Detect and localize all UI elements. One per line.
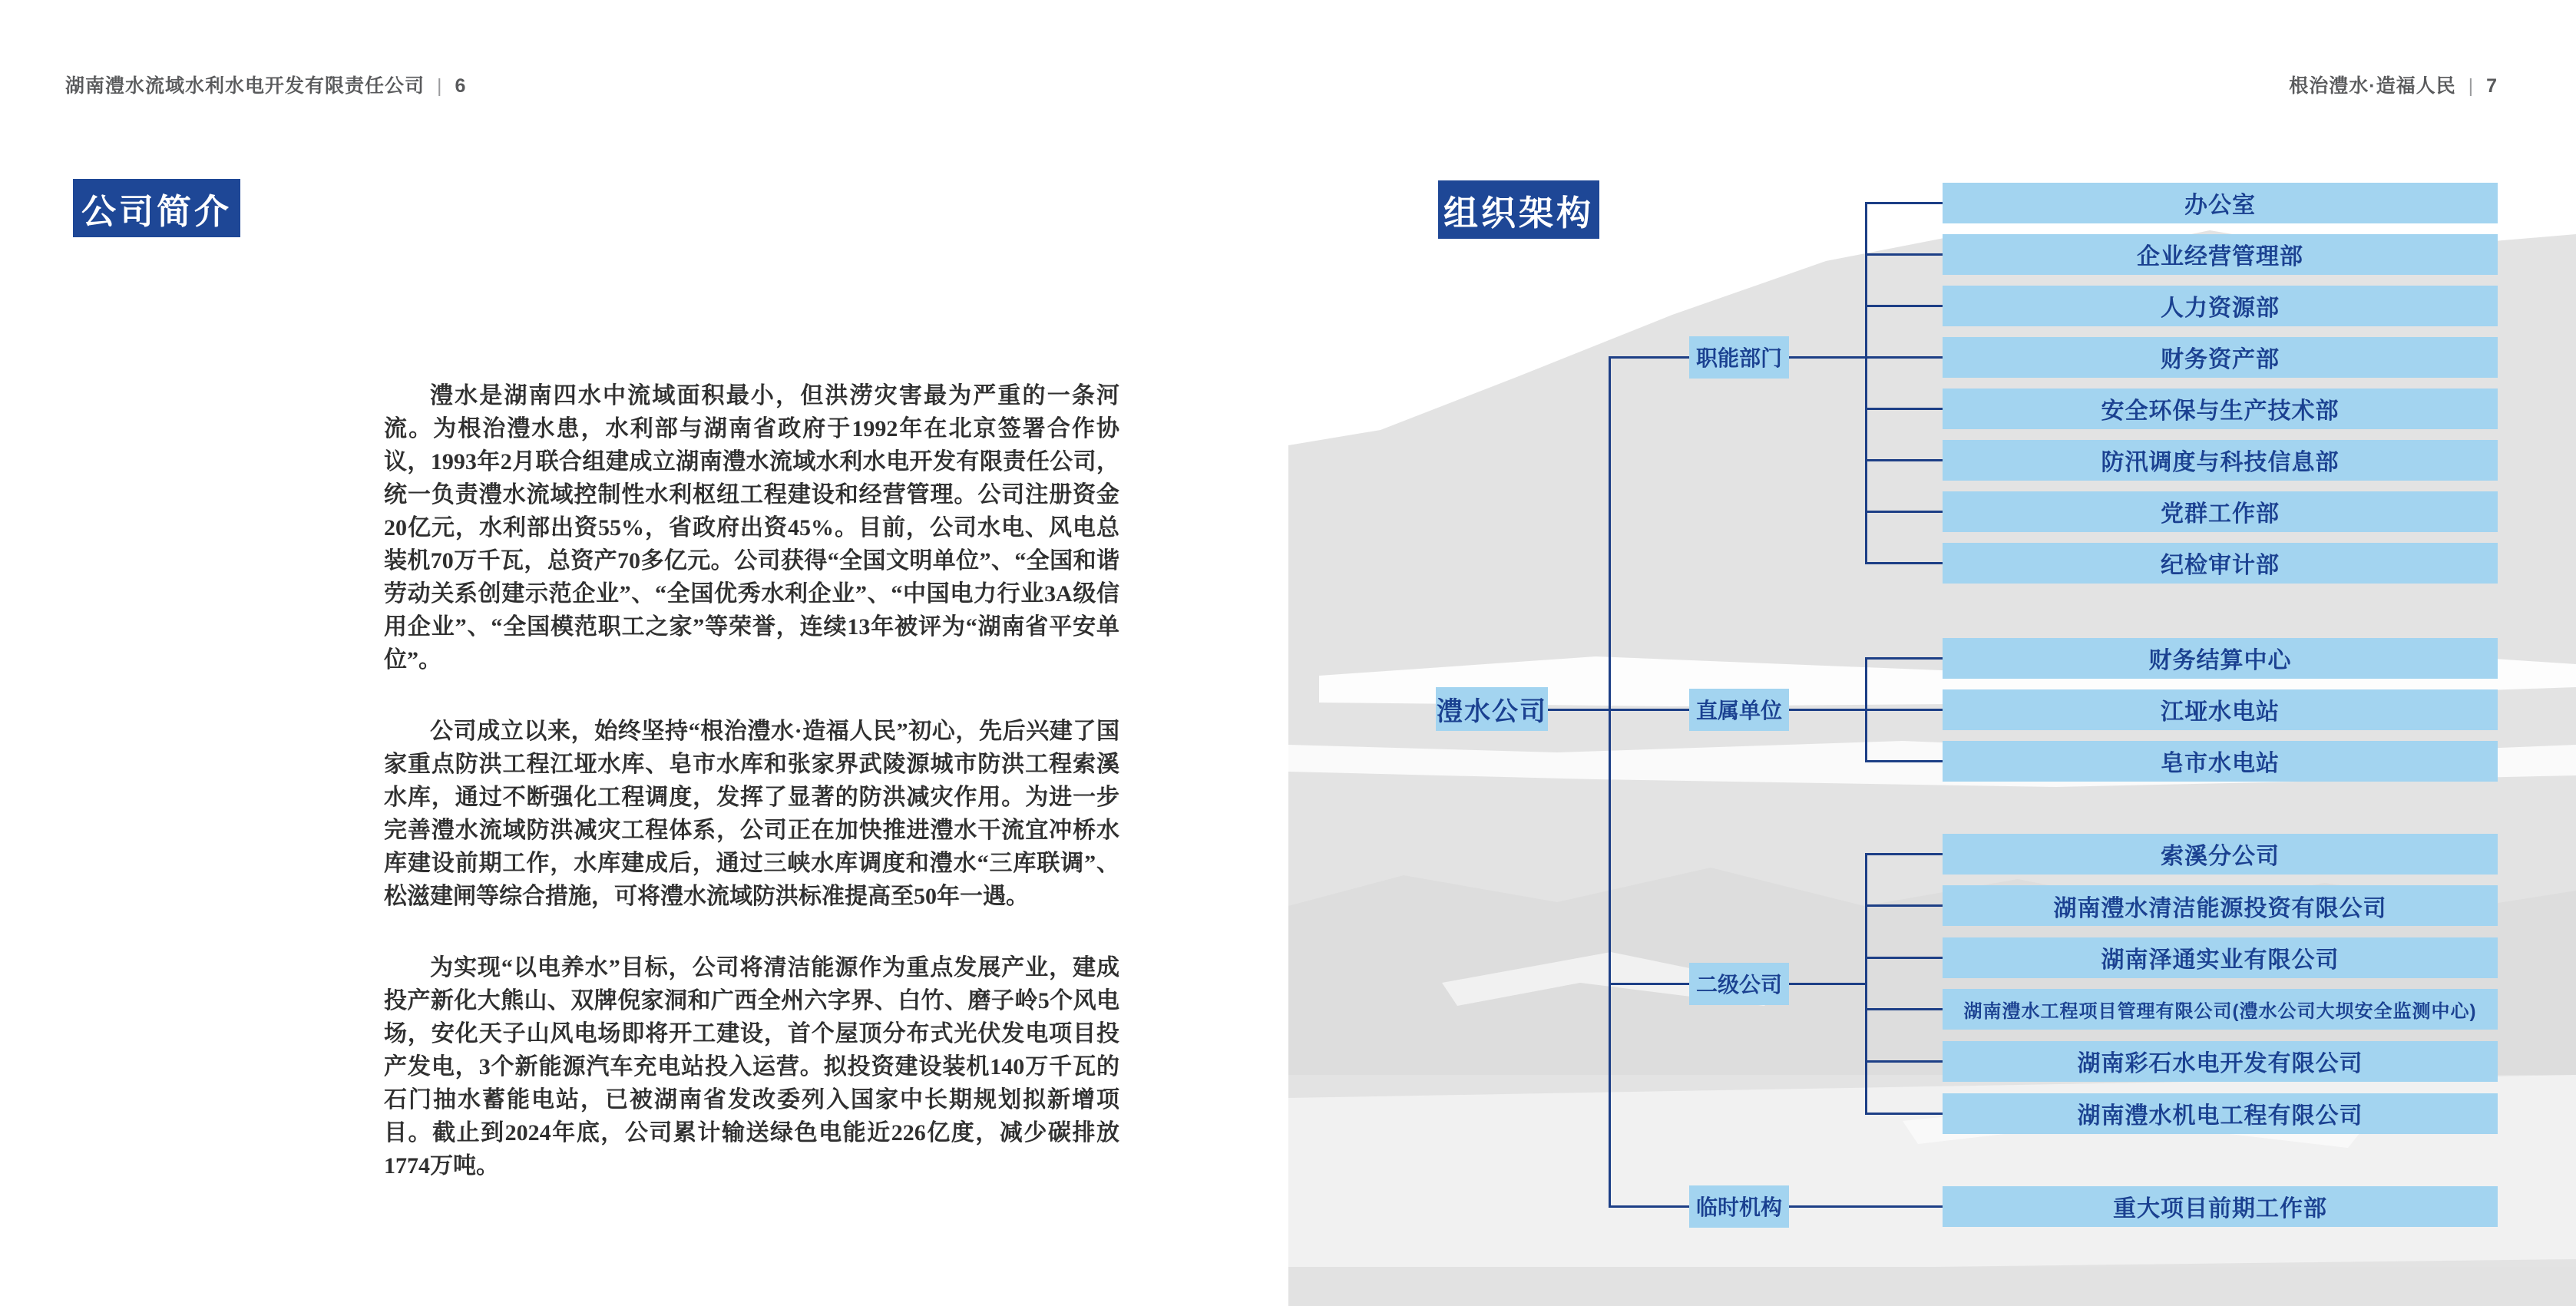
connector-line [1866,1008,1943,1010]
connector-line [1866,904,1943,907]
connector-line [1865,853,1867,1115]
connector-line [1789,709,1866,711]
connector-line [1866,511,1943,513]
org-child-box: 人力资源部 [1943,286,2498,326]
connector-line [1866,760,1943,762]
org-child-box: 防汛调度与科技信息部 [1943,440,2498,481]
connector-line [1866,1060,1943,1063]
org-child-box: 办公室 [1943,183,2498,223]
connector-line [1789,983,1866,985]
org-child-box: 企业经营管理部 [1943,234,2498,275]
connector-line [1866,305,1943,307]
org-child-box: 索溪分公司 [1943,834,2498,875]
org-child-box: 财务资产部 [1943,337,2498,378]
org-child-box: 纪检审计部 [1943,543,2498,584]
paragraph-3: 为实现“以电养水”目标，公司将清洁能源作为重点发展产业，建成投产新化大熊山、双牌倪家洞和广西全州六字界、白竹、磨子岭5个风电场，安化天子山风电场即将开工建设，首个屋顶分布式光伏发电项目投产发电，3个新能源汽车充电站投入运营。拟投资建设装机140万千瓦的石门抽水蓄能电站，已被湖南省发改委列入国家中长期规划拟新增项目。截止到2024年底，公司累计输送绿色电能近226亿度，减少碳排放1774万吨。 [384,955,1119,1179]
org-child-box: 安全环保与生产技术部 [1943,388,2498,429]
company-name: 湖南澧水流域水利水电开发有限责任公司 [65,75,425,97]
org-child-box: 重大项目前期工作部 [1943,1186,2498,1227]
org-child-box: 湖南澧水清洁能源投资有限公司 [1943,885,2498,926]
org-child-box: 湖南彩石水电开发有限公司 [1943,1041,2498,1082]
category-node: 二级公司 [1689,963,1789,1005]
org-child-box: 财务结算中心 [1943,638,2498,679]
category-node: 临时机构 [1689,1185,1789,1228]
connector-line [1866,709,1943,711]
paragraph-1: 澧水是湖南四水中流域面积最小，但洪涝灾害最为严重的一条河流。为根治澧水患，水利部与湖南省政府于1992年在北京签署合作协议，1993年2月联合组建成立湖南澧水流域水利水电开发有限责任公司，统一负责澧水流域控制性水利枢纽工程建设和经营管理。公司注册资金20亿元，水利部出资55%，省政府出资45%。目前，公司水电、风电总装机70万千瓦，总资产70多亿元。公司获得“全国文明单位”、“全国和谐劳动关系创建示范企业”、“全国优秀水利企业”、“中国电力行业3A级信用企业”、“全国模范职工之家”等荣誉，连续13年被评为“湖南省平安单位”。 [384,383,1119,673]
category-node: 直属单位 [1689,689,1789,731]
org-child-box: 湖南泽通实业有限公司 [1943,937,2498,978]
connector-line [1866,853,1943,855]
connector-line [1866,459,1943,461]
section-title-org-structure: 组织架构 [1438,180,1599,239]
connector-line [1866,356,1943,359]
slogan: 根治澧水·造福人民 [2289,75,2456,97]
connector-line [1789,356,1866,359]
connector-line [1789,1205,1943,1208]
connector-line [1609,709,1689,711]
right-page-number: 7 [2486,75,2498,97]
connector-line [1609,356,1689,359]
connector-line [1548,709,1609,711]
connector-line [1866,1113,1943,1115]
connector-line [1609,356,1611,1208]
org-child-box: 党群工作部 [1943,491,2498,532]
org-child-box: 皂市水电站 [1943,741,2498,782]
paragraph-2: 公司成立以来，始终坚持“根治澧水·造福人民”初心，先后兴建了国家重点防洪工程江垭水库、皂市水库和张家界武陵源城市防洪工程索溪水库，通过不断强化工程调度，发挥了显著的防洪减灾作用。为进一步完善澧水流域防洪减灾工程体系，公司正在加快推进澧水干流宜冲桥水库建设前期工作，水库建成后，通过三峡水库调度和澧水“三库联调”、松滋建闸等综合措施，可将澧水流域防洪标准提高至50年一遇。 [384,719,1119,909]
category-node: 职能部门 [1689,336,1789,379]
org-child-box: 江垭水电站 [1943,689,2498,730]
left-page-number: 6 [455,75,467,97]
header-separator: | [2468,75,2475,97]
header-separator: | [437,75,443,97]
connector-line [1866,408,1943,410]
org-child-box: 湖南澧水工程项目管理有限公司(澧水公司大坝安全监测中心) [1943,989,2498,1030]
connector-line [1866,253,1943,256]
connector-line [1609,1205,1689,1208]
connector-line [1866,657,1943,660]
org-root-node: 澧水公司 [1436,687,1548,731]
connector-line [1866,202,1943,204]
org-child-box: 湖南澧水机电工程有限公司 [1943,1093,2498,1134]
connector-line [1866,562,1943,564]
connector-line [1609,983,1689,985]
section-title-company-intro: 公司简介 [73,179,240,237]
connector-line [1866,957,1943,959]
